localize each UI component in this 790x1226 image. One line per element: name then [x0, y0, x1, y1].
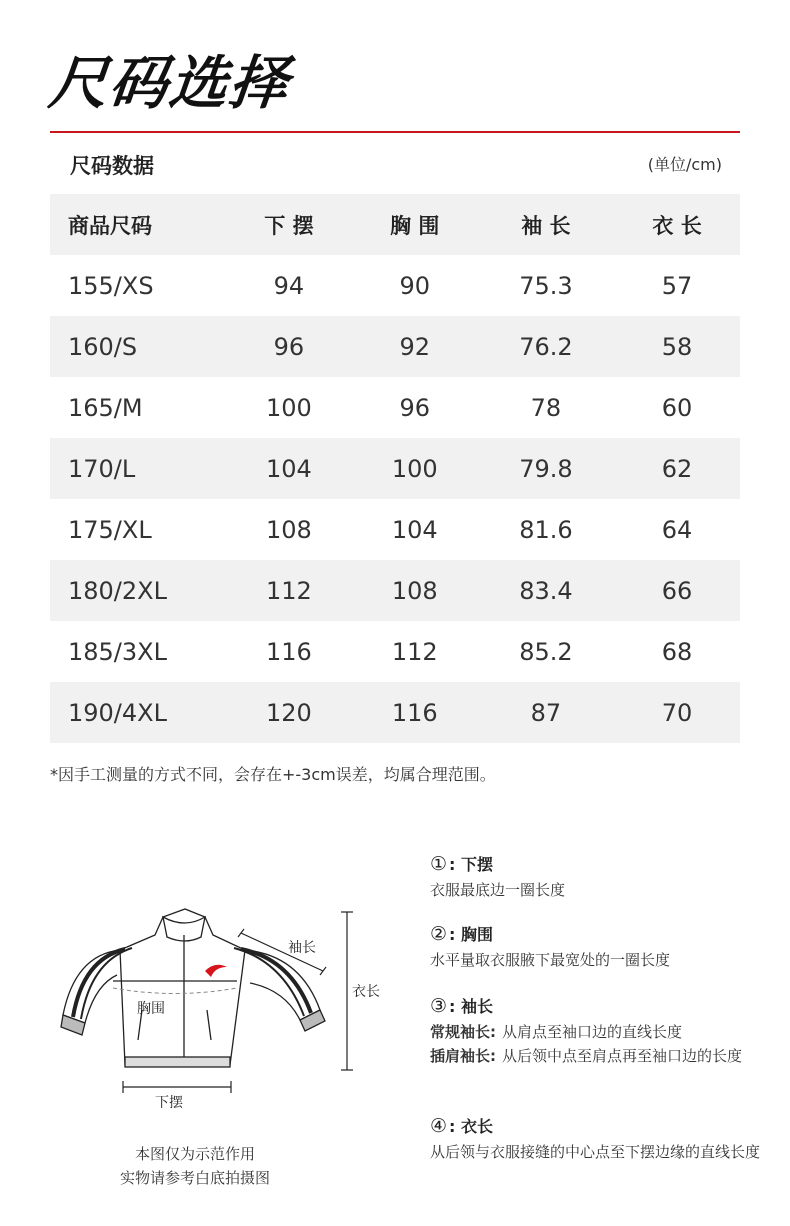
cell-size: 165/M: [68, 393, 143, 422]
cell-length: 70: [614, 682, 740, 743]
unit-label: (单位/cm): [647, 155, 722, 174]
table-header-row: [50, 194, 740, 255]
cell-chest: 92: [352, 316, 478, 377]
legend-chest-heading: : 胸围: [449, 925, 494, 944]
diagram-hem-label: 下摆: [155, 1095, 183, 1111]
legend-length-desc: 从后领与衣服接缝的中心点至下摆边缘的直线长度: [430, 1143, 761, 1161]
table-row: [50, 438, 740, 499]
header-size: 商品尺码: [50, 194, 226, 255]
cell-sleeve: 75.3: [519, 271, 573, 300]
cell-length: 60: [661, 393, 693, 422]
diagram-length-label: 衣长: [352, 984, 380, 1000]
cell-chest: 96: [399, 393, 431, 422]
diagram-chest-label: 胸围: [137, 1001, 165, 1017]
legend-chest: [430, 921, 760, 972]
legend-length: [430, 1113, 760, 1164]
cell-sleeve: 83.4: [478, 560, 614, 621]
cell-length: 57: [661, 271, 693, 300]
cell-size: 175/XL: [68, 515, 152, 544]
legend-hem: [430, 851, 760, 902]
legend-chest-title: [430, 921, 760, 948]
legend-length-title: [430, 1113, 760, 1140]
legend-length-number: ④: [430, 1115, 448, 1137]
caption-line-1: 本图仅为示范作用: [134, 1145, 255, 1163]
cell-hem: 120: [226, 682, 352, 743]
cell-length: 64: [661, 515, 693, 544]
cell-size: 170/L: [50, 438, 226, 499]
jacket-diagram: [55, 895, 395, 1135]
table-row: [50, 682, 740, 743]
table-row: [50, 499, 740, 560]
diagram-caption: [80, 1142, 310, 1190]
legend-chest-number: ②: [430, 923, 448, 945]
cell-length: 62: [614, 438, 740, 499]
cell-chest: 112: [391, 637, 438, 666]
header-length: 衣 长: [614, 194, 740, 255]
cell-size: 185/3XL: [68, 637, 167, 666]
table-row: [50, 621, 740, 682]
cell-size: 180/2XL: [50, 560, 226, 621]
cell-chest: 104: [391, 515, 438, 544]
cell-size: 190/4XL: [50, 682, 226, 743]
cell-hem: 96: [226, 316, 352, 377]
diagram-sleeve-label: 袖长: [288, 940, 316, 956]
measurement-note: *因手工测量的方式不同，会存在+-3cm误差，均属合理范围。: [50, 765, 496, 784]
cell-size: 155/XS: [68, 271, 154, 300]
cell-chest: 90: [399, 271, 431, 300]
caption-line-2: 实物请参考白底拍摄图: [119, 1169, 270, 1187]
cell-sleeve: 78: [530, 393, 562, 422]
cell-length: 58: [614, 316, 740, 377]
legend-sleeve-number: ③: [430, 995, 448, 1017]
title-divider: [50, 131, 740, 133]
cell-chest: 116: [352, 682, 478, 743]
header-sleeve: 袖 长: [478, 194, 614, 255]
cell-length: 68: [661, 637, 693, 666]
header-hem: 下 摆: [226, 194, 352, 255]
legend-sleeve-raglan-key: 插肩袖长:: [430, 1047, 496, 1065]
cell-hem: 94: [273, 271, 305, 300]
legend-length-heading: : 衣长: [449, 1117, 494, 1136]
cell-sleeve: 81.6: [519, 515, 573, 544]
cell-length: 66: [614, 560, 740, 621]
table-row: [50, 377, 740, 438]
cell-sleeve: 87: [478, 682, 614, 743]
size-table: [50, 194, 740, 743]
legend-sleeve-regular: [430, 1020, 760, 1044]
header-chest: 胸 围: [352, 194, 478, 255]
cell-chest: 108: [352, 560, 478, 621]
legend-hem-title: [430, 851, 760, 878]
table-row: [50, 560, 740, 621]
legend-chest-desc: 水平量取衣服腋下最宽处的一圈长度: [430, 951, 671, 969]
table-row: [50, 316, 740, 377]
cell-hem: 108: [266, 515, 312, 544]
legend-sleeve-heading: : 袖长: [449, 997, 494, 1016]
table-row: [50, 255, 740, 316]
cell-hem: 100: [266, 393, 312, 422]
cell-hem: 104: [226, 438, 352, 499]
cell-chest: 100: [352, 438, 478, 499]
cell-size: 160/S: [50, 316, 226, 377]
cell-hem: 112: [226, 560, 352, 621]
legend-sleeve: [430, 993, 760, 1068]
cell-sleeve: 79.8: [478, 438, 614, 499]
legend-hem-desc: 衣服最底边一圈长度: [430, 881, 566, 899]
cell-sleeve: 76.2: [478, 316, 614, 377]
cell-hem: 116: [266, 637, 312, 666]
legend-sleeve-raglan-value: 从后领中点至肩点再至袖口边的长度: [502, 1047, 743, 1065]
legend-sleeve-raglan: [430, 1044, 760, 1068]
legend-sleeve-regular-value: 从肩点至袖口边的直线长度: [502, 1023, 683, 1041]
legend-sleeve-title: [430, 993, 760, 1020]
section-title: 尺码数据: [70, 154, 154, 178]
legend-hem-heading: : 下摆: [449, 855, 494, 874]
legend-hem-number: ①: [430, 853, 448, 875]
cell-sleeve: 85.2: [519, 637, 573, 666]
legend-sleeve-regular-key: 常规袖长:: [430, 1023, 496, 1041]
jacket-illustration: [61, 909, 325, 1067]
page-title: 尺码选择: [45, 49, 294, 117]
